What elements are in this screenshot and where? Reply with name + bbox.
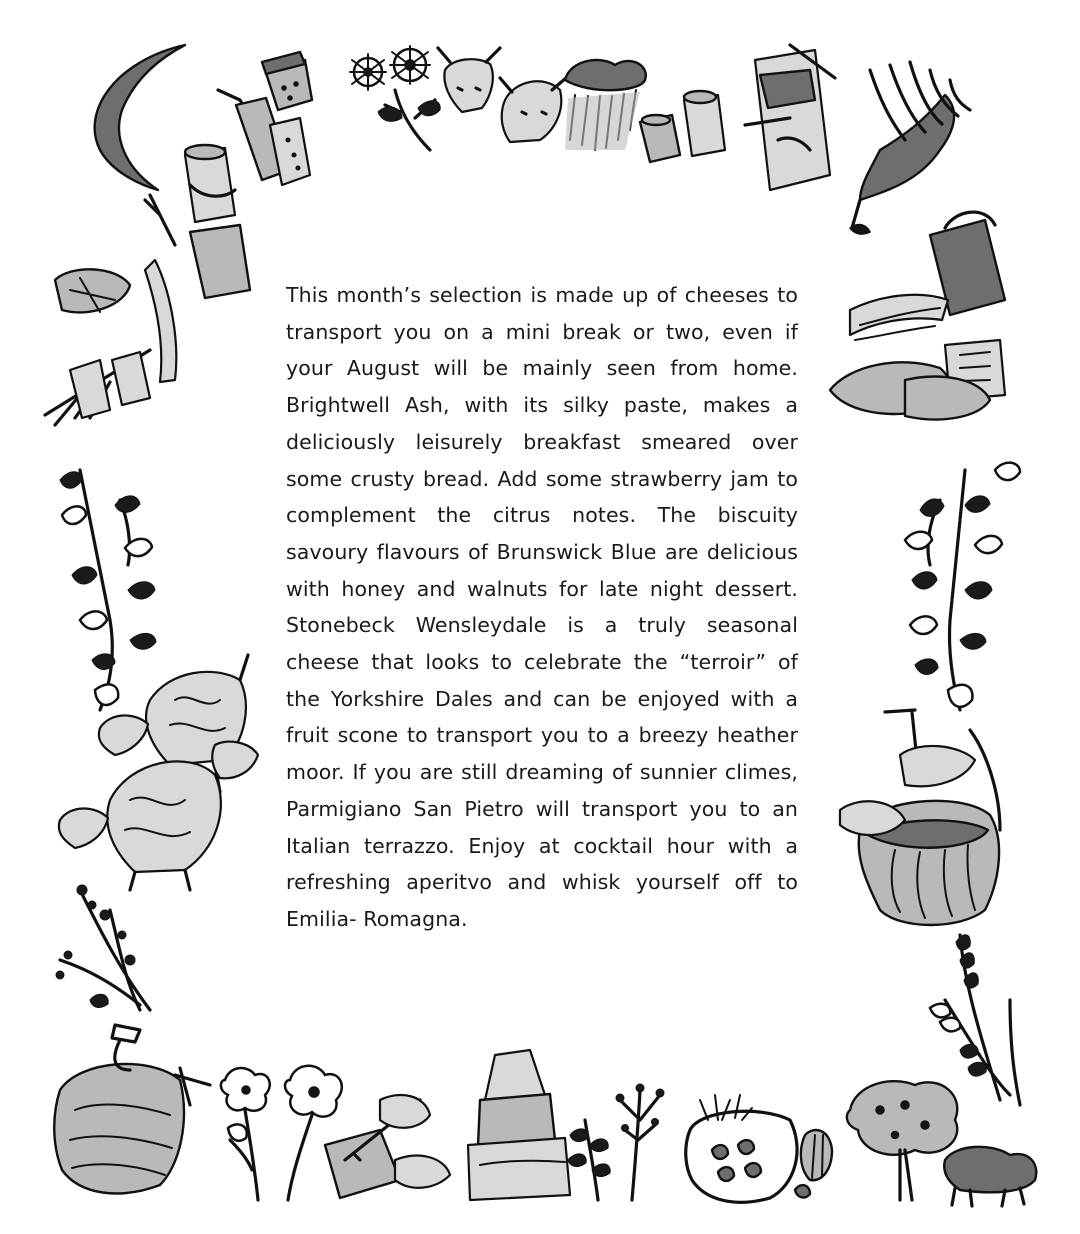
cheese-slicing-icon bbox=[325, 1095, 450, 1198]
body-paragraph: This month’s selection is made up of cheeses to transport you on a mini break or two, even if your August will be mainly seen from home. Brightwell Ash, with its silky paste, makes a deliciously leisurely breakfast smeared over some crusty bread. Add some strawberry jam to complement the citrus notes. The biscuity savoury flavours of Brunswick Blue are delicious with honey and walnuts for late night dessert. Stonebeck Wensleydale is a truly seasonal cheese that looks to celebrate the “terroir” of the Yorkshire Dales and can be enjoyed with a fruit scone to transport you to a breezy heather moor. If you are still dreaming of sunnier climes, Parmigiano San Pietro will transport you to an Italian terrazzo. Enjoy at cocktail hour with a refreshing aperitvo and whisk yourself off to Emilia- Romagna. bbox=[286, 283, 798, 931]
olive-branch-icon bbox=[60, 470, 156, 710]
jar-icon bbox=[262, 52, 312, 110]
sheep-icon bbox=[944, 1147, 1036, 1206]
flower-icon bbox=[350, 46, 440, 150]
herb-icon bbox=[568, 1084, 664, 1200]
milk-pail-icon bbox=[640, 91, 725, 162]
cheese-knives-icon bbox=[45, 260, 176, 425]
fruit-bowl-icon bbox=[686, 1095, 832, 1202]
rain-cloud-icon bbox=[565, 60, 646, 150]
wheat-icon bbox=[930, 935, 1020, 1105]
wildflower-icon bbox=[56, 885, 150, 1010]
goat-icon bbox=[438, 48, 566, 142]
cows-icon bbox=[59, 655, 258, 890]
cheese-wheel-icon bbox=[840, 801, 999, 925]
tree-icon bbox=[847, 1081, 957, 1200]
cutting-board-icon bbox=[745, 45, 835, 190]
crescent-moon-icon bbox=[95, 45, 185, 190]
poppy-icon bbox=[221, 1066, 342, 1200]
olive-branch-icon bbox=[905, 463, 1020, 710]
stacked-cheese-icon bbox=[468, 1050, 570, 1200]
barrel-icon bbox=[54, 1025, 210, 1193]
content-block bbox=[286, 277, 798, 957]
bird-icon bbox=[850, 62, 970, 234]
